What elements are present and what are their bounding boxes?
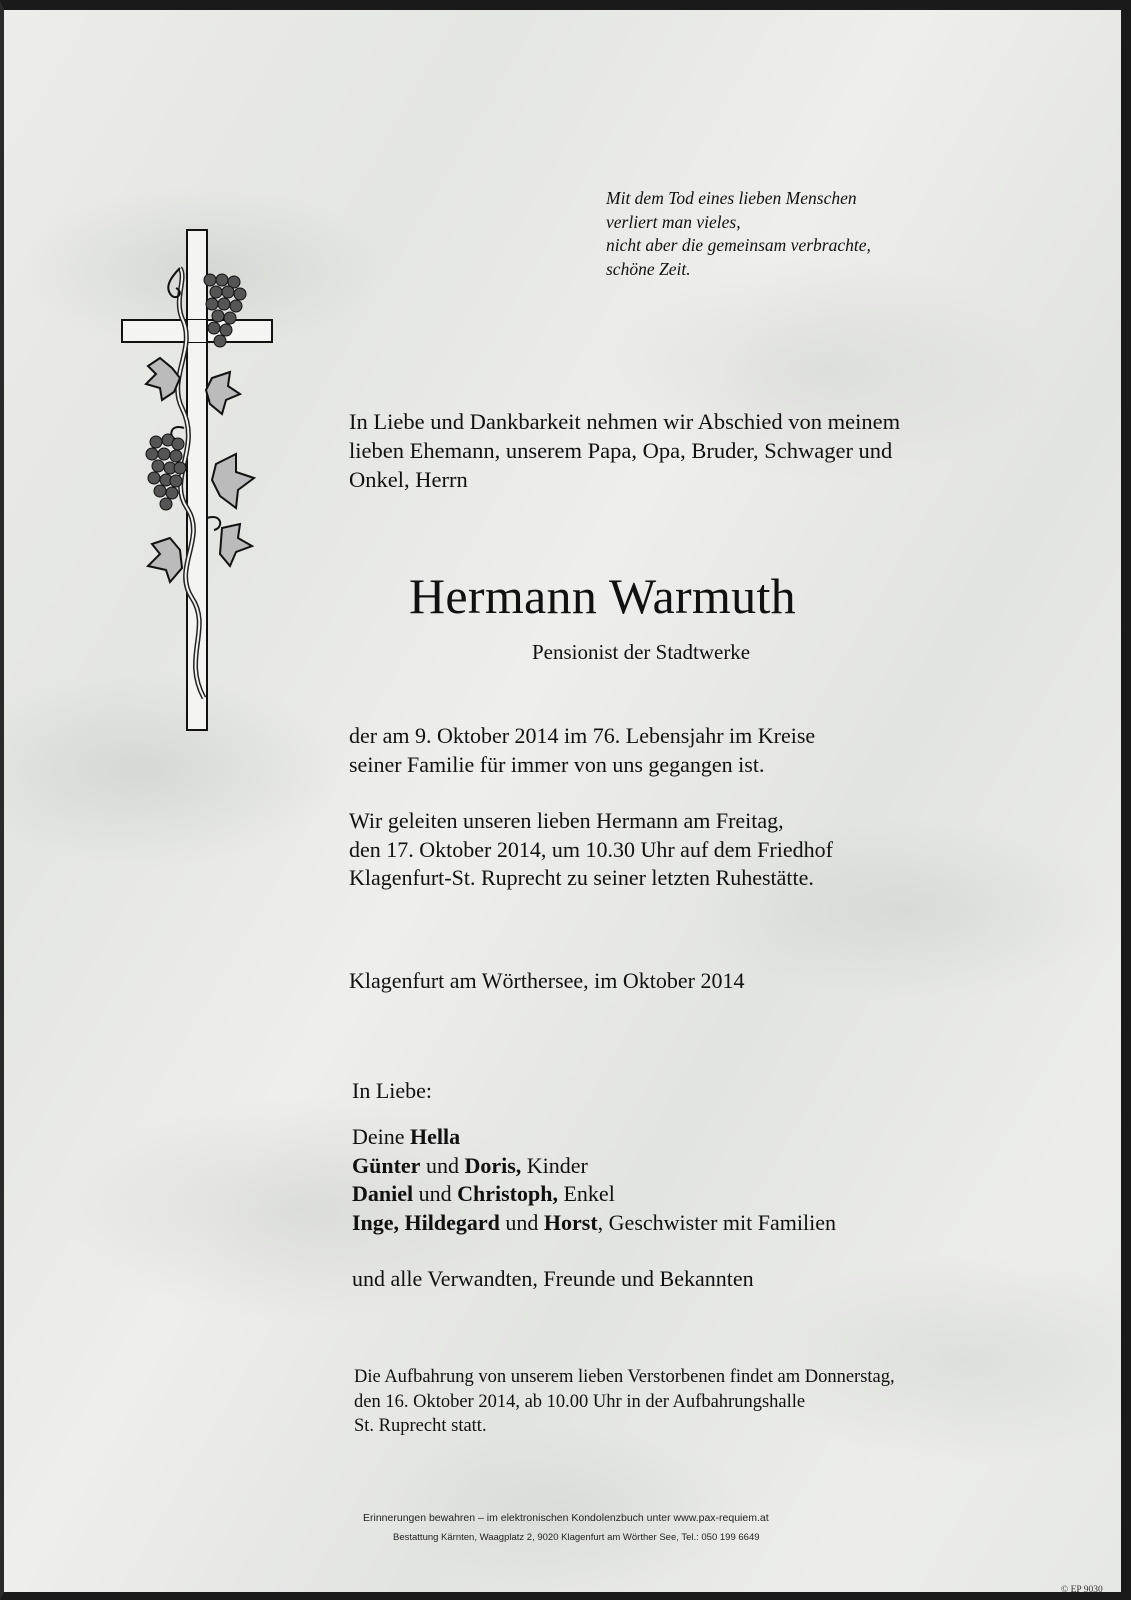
quote-line: verliert man vieles, [606, 211, 741, 232]
intro-line: lieben Ehemann, unserem Papa, Opa, Bruder, Schwager und [349, 438, 893, 463]
family-line: Günter und Doris, Kinder [352, 1152, 588, 1178]
relatives-line: und alle Verwandten, Freunde und Bekannten [352, 1266, 754, 1291]
in-liebe-heading: In Liebe: [352, 1078, 433, 1103]
intro-line: In Liebe und Dankbarkeit nehmen wir Abschied von meinem [349, 409, 901, 434]
funeral-line: den 17. Oktober 2014, um 10.30 Uhr auf dem Friedhof [349, 836, 833, 862]
viewing-line: den 16. Oktober 2014, ab 10.00 Uhr in der Aufbahrungshalle [354, 1391, 806, 1412]
quote-line: nicht aber die gemeinsam verbrachte, [606, 235, 871, 255]
intro-line: Onkel, Herrn [349, 467, 468, 492]
quote-line: schöne Zeit. [606, 258, 691, 279]
deceased-name: Hermann Warmuth [409, 568, 796, 624]
viewing-line: St. Ruprecht statt. [354, 1416, 487, 1436]
funeral-line: Wir geleiten unseren lieben Hermann am Freitag, [349, 808, 784, 833]
footer-condolence: Erinnerungen bewahren – im elektronischen Kondolenzbuch unter www.pax-requiem.at [363, 1512, 769, 1524]
death-notice [349, 722, 815, 779]
death-notice-line: der am 9. Oktober 2014 im 76. Lebensjahr im Kreise [349, 723, 816, 748]
footer-address: Bestattung Kärnten, Waagplatz 2, 9020 Klagenfurt am Wörther See, Tel.: 050 199 6649 [393, 1532, 760, 1543]
family-line: Deine Hella [352, 1124, 461, 1149]
family-list [352, 1123, 836, 1237]
family-line: Inge, Hildegard und Horst, Geschwister mit Familien [352, 1209, 836, 1235]
funeral-info [349, 807, 833, 893]
viewing-info [354, 1365, 895, 1439]
quote-line: Mit dem Tod eines lieben Menschen [606, 188, 857, 208]
memorial-quote [606, 187, 966, 281]
print-code: © EP 9030 [1061, 1585, 1103, 1595]
family-line: Daniel und Christoph, Enkel [352, 1181, 615, 1206]
viewing-line: Die Aufbahrung von unserem lieben Verstorbenen findet am Donnerstag, [354, 1367, 895, 1387]
intro-text [349, 407, 969, 494]
deceased-role: Pensionist der Stadtwerke [532, 640, 751, 664]
funeral-line: Klagenfurt-St. Ruprecht zu seiner letzten Ruhestätte. [349, 865, 814, 890]
death-notice-line: seiner Familie für immer von uns gegangen ist. [349, 751, 765, 777]
cross-with-grapevine-icon [112, 228, 292, 738]
place-date: Klagenfurt am Wörthersee, im Oktober 2014 [349, 968, 745, 993]
